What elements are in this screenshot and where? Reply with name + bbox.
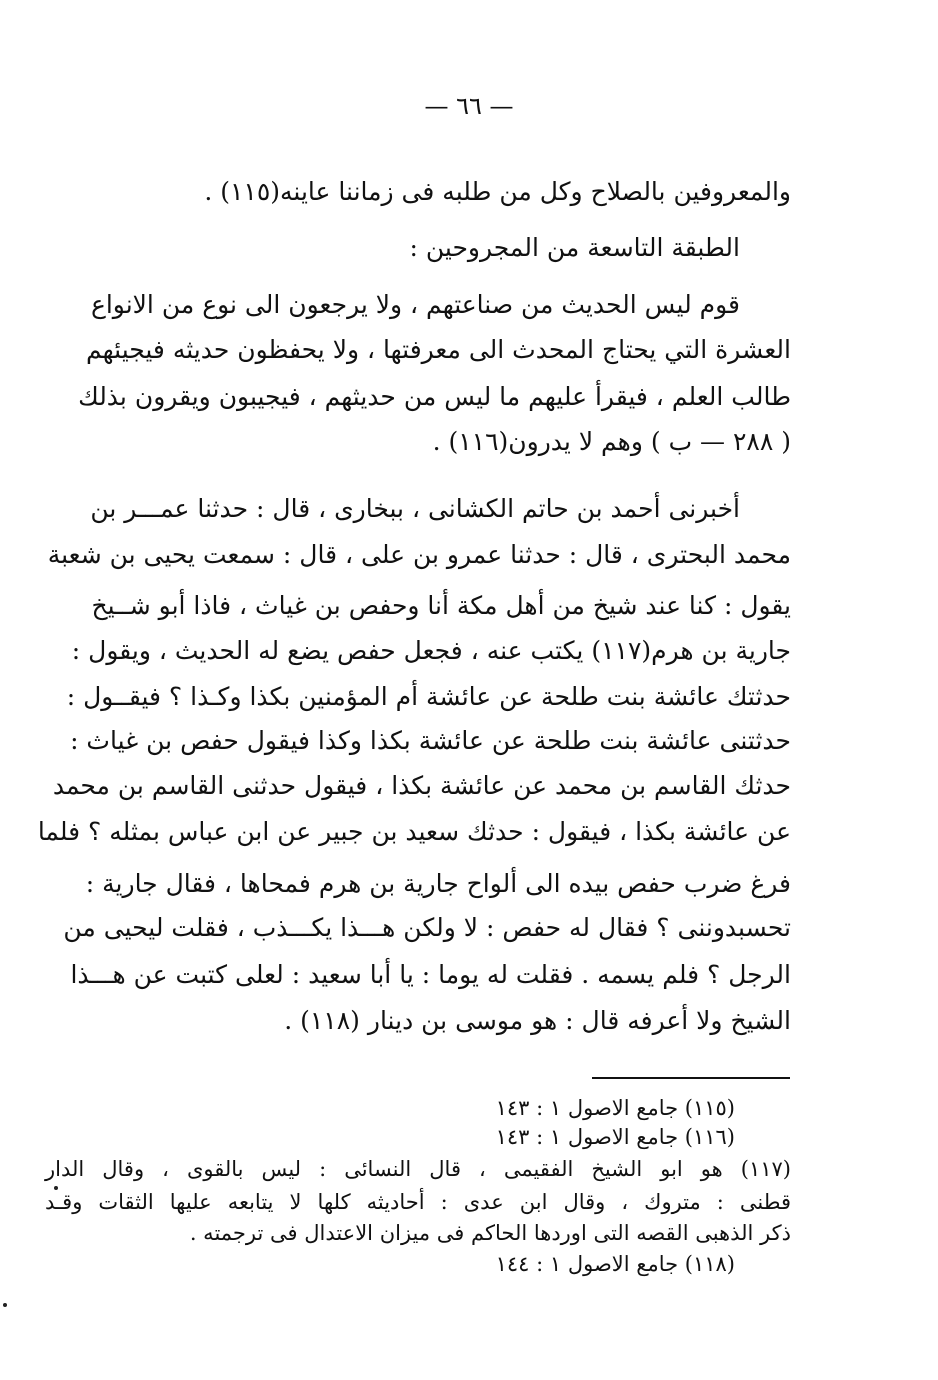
scan-speck: [54, 1186, 58, 1190]
section-heading: الطبقة التاسعة من المجروحين :: [409, 233, 740, 262]
paragraph1-line3: طالب العلم ، فيقرأ عليهم ما ليس من حديثهم ، فيجيبون ويقرون بذلك: [78, 382, 791, 411]
paragraph2-line5: حدثتك عائشة بنت طلحة عن عائشة أم المؤمنين بكذا وكـذا ؟ فيقــول :: [66, 682, 791, 711]
footnote-115: (١١٥) جامع الاصول ١ : ١٤٣: [495, 1096, 735, 1120]
paragraph2-line3: يقول : كنا عند شيخ من أهل مكة أنا وحفص بن غياث ، فاذا أبو شــيخ: [91, 591, 791, 620]
paragraph2-line1: أخبرنى أحمد بن حاتم الكشانى ، ببخارى ، قال : حدثنا عمـــر بن: [90, 494, 740, 523]
paragraph2-line8: عن عائشة بكذا ، فيقول : حدثك سعيد بن جبير عن ابن عباس بمثله ؟ فلما: [37, 817, 791, 846]
scan-speck: [3, 1303, 7, 1307]
footnote-117-line3: ذكر الذهبى القصه التى اوردها الحاكم فى ميزان الاعتدال فى ترجمته .: [189, 1221, 791, 1245]
paragraph2-line9: فرغ ضرب حفص بيده الى ألواح جارية بن هرم فمحاها ، فقال جارية :: [85, 869, 791, 898]
footnote-separator: [592, 1077, 790, 1079]
paragraph2-line12: الشيخ ولا أعرفه قال : هو موسى بن دينار (١١٨) .: [284, 1006, 791, 1035]
paragraph2-line10: تحسبدوننى ؟ فقال له حفص : لا ولكن هـــذا يكـــذب ، فقلت ليحيى من: [63, 913, 791, 942]
page-number: — ٦٦ —: [424, 92, 514, 120]
paragraph1-line2: العشرة التي يحتاج المحدث الى معرفتها ، ولا يحفظون حديثه فيجيئهم: [85, 335, 791, 364]
footnote-117-line2: قطنى : متروك ، وقال ابن عدى : أحاديثه كلها لا يتابعه عليها الثقات وقـد: [45, 1190, 791, 1214]
paragraph2-line4: جارية بن هرم(١١٧) يكتب عنه ، فجعل حفص يضع له الحديث ، ويقول :: [71, 636, 791, 665]
paragraph2-line11: الرجل ؟ فلم يسمه . فقلت له يوما : يا أبا سعيد : لعلى كتبت عن هـــذا: [70, 960, 791, 989]
paragraph2-line6: حدثتنى عائشة بنت طلحة عن عائشة بكذا وكذا فيقول حفص بن غياث :: [70, 726, 791, 755]
paragraph2-line2: محمد البحترى ، قال : حدثنا عمرو بن على ، قال : سمعت يحيى بن شعبة: [47, 540, 791, 569]
footnote-117-line1: (١١٧) هو ابو الشيخ الفقيمى ، قال النسائى : ليس بالقوى ، وقال الدار: [45, 1157, 791, 1181]
footnote-116: (١١٦) جامع الاصول ١ : ١٤٣: [495, 1125, 735, 1149]
footnote-118: (١١٨) جامع الاصول ١ : ١٤٤: [495, 1252, 735, 1276]
continuation-line: والمعروفين بالصلاح وكل من طلبه فى زماننا عاينه(١١٥) .: [204, 177, 791, 206]
paragraph2-line7: حدثك القاسم بن محمد عن عائشة بكذا ، فيقول حدثنى القاسم بن محمد: [52, 771, 791, 800]
paragraph1-line4: ( ٢٨٨ — ب ) وهم لا يدرون(١١٦) .: [432, 427, 791, 456]
paragraph1-line1: قوم ليس الحديث من صناعتهم ، ولا يرجعون الى نوع من الانواع: [90, 290, 740, 319]
